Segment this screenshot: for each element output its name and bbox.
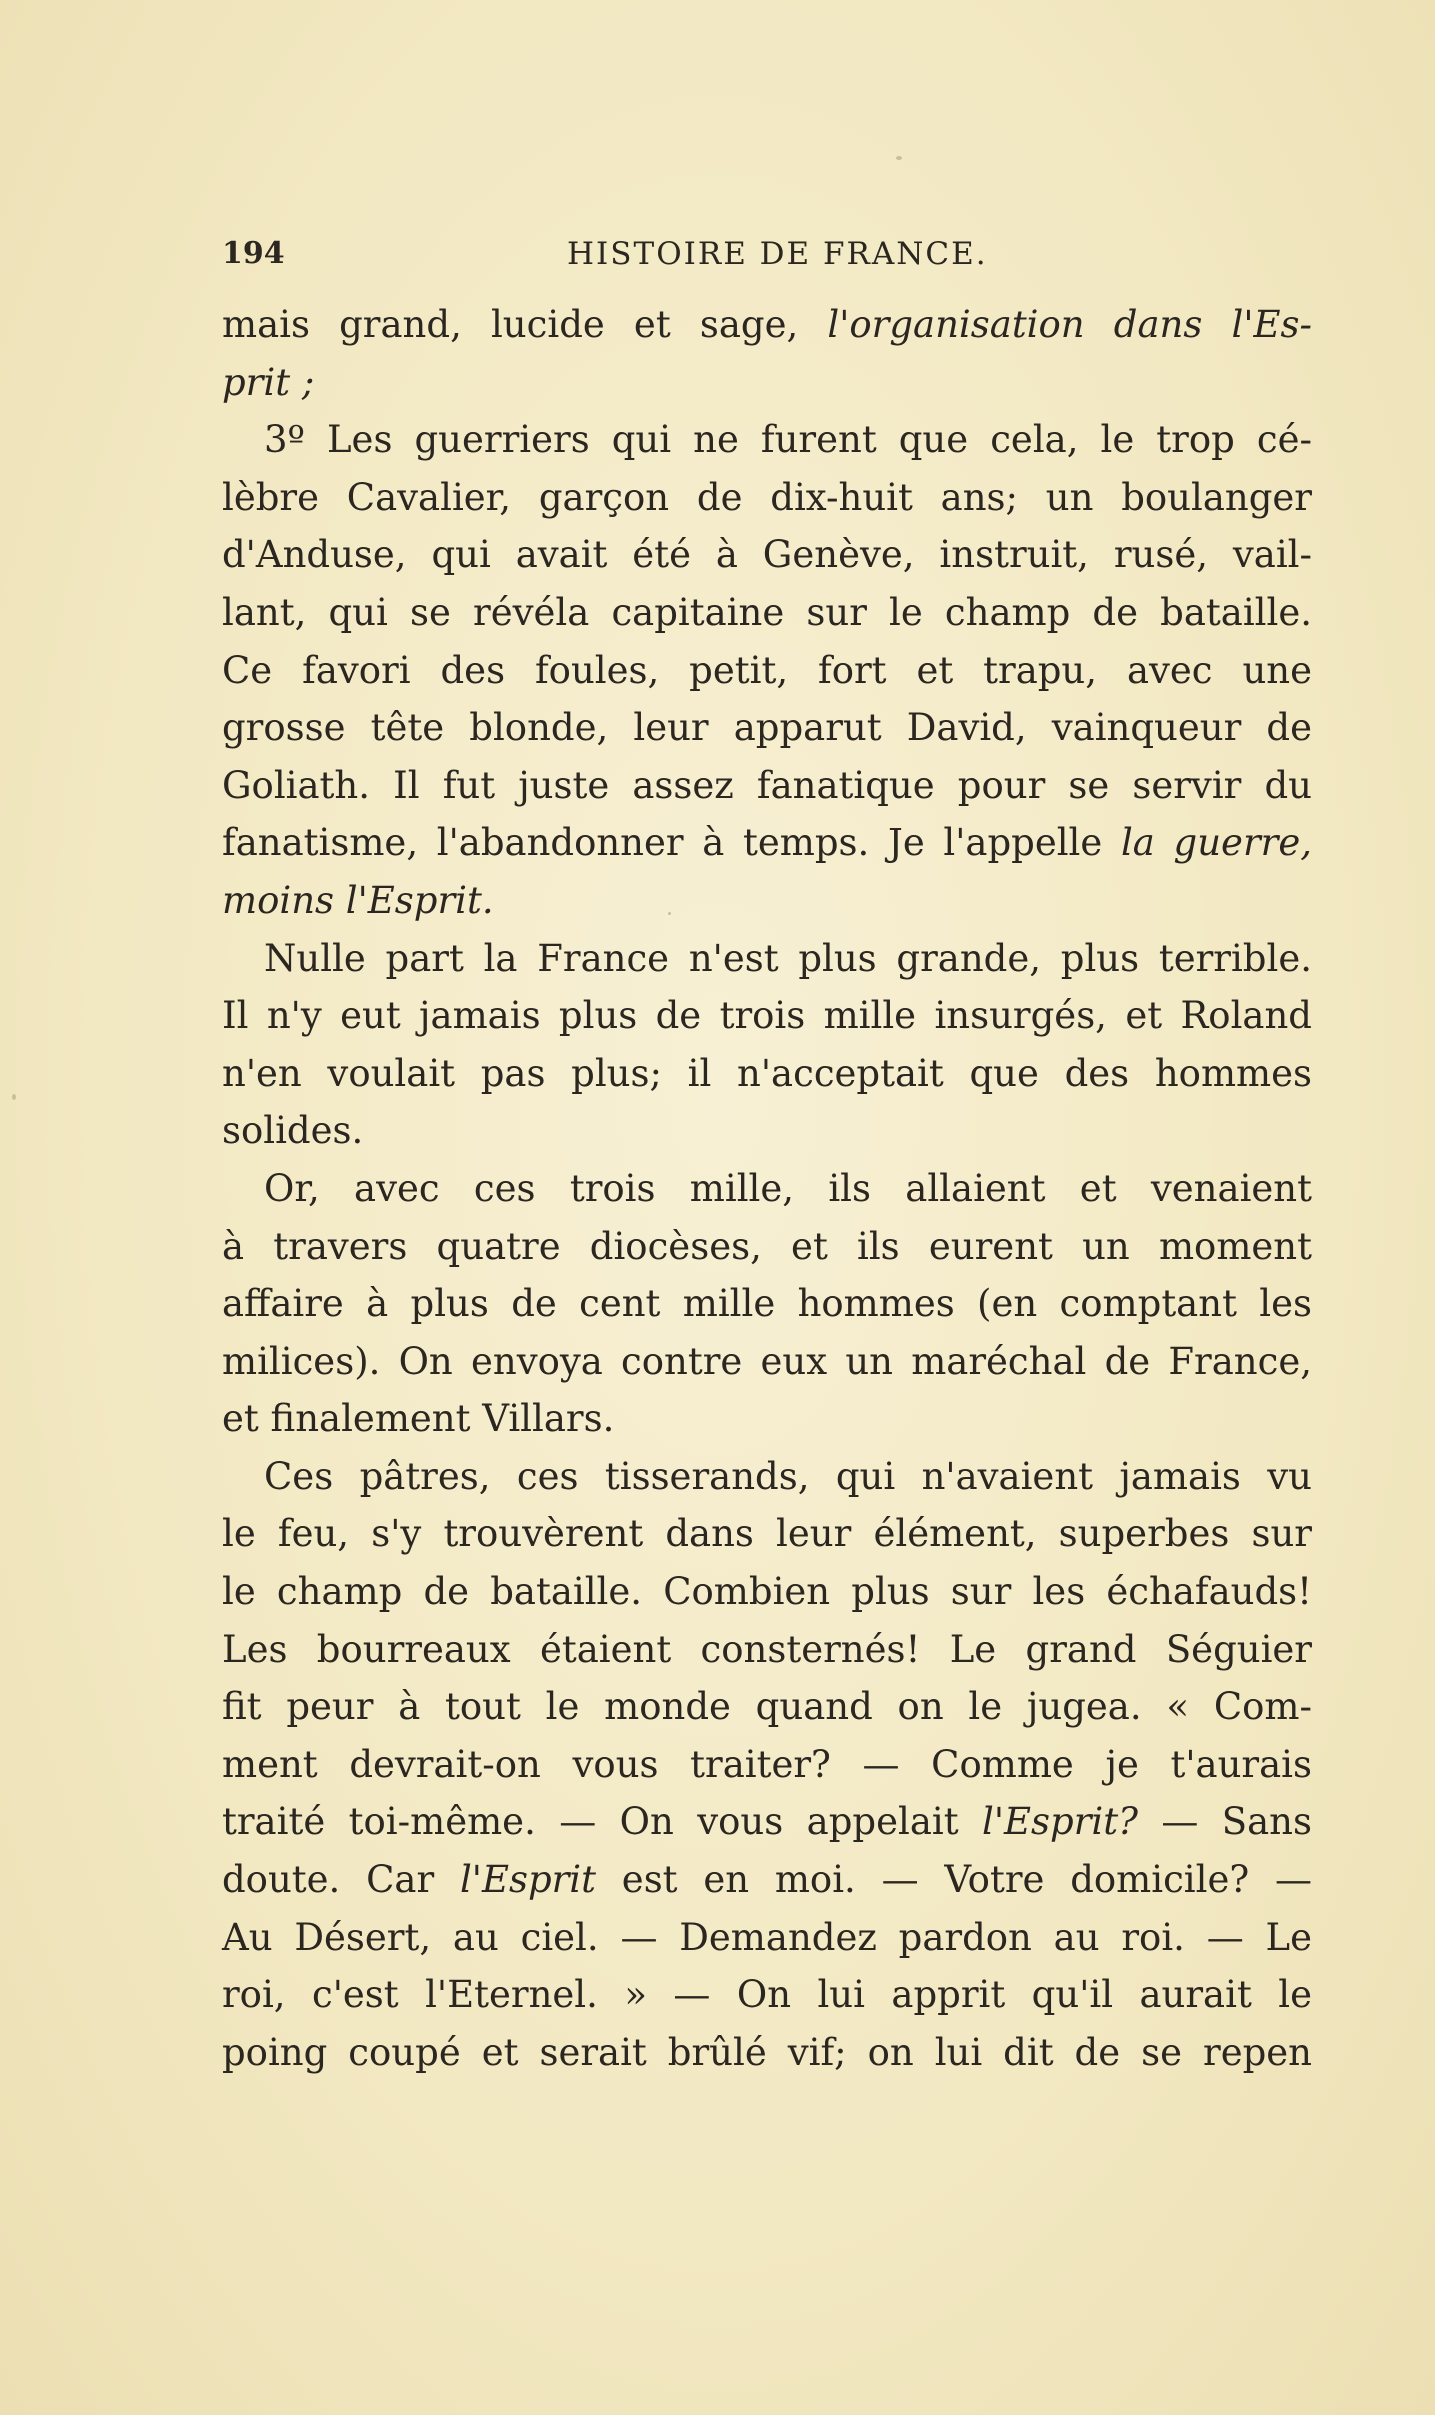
text-line <box>222 872 1312 930</box>
text-segment: lèbre Cavalier, garçon de dix-huit ans; un boulanger <box>222 475 1312 519</box>
text-line <box>222 1218 1312 1276</box>
italic-text: moins l'Esprit. <box>222 878 494 922</box>
text-line <box>222 1563 1312 1621</box>
text-line <box>222 757 1312 815</box>
text-segment: Au Désert, au ciel. — Demandez pardon au roi. — Le <box>222 1915 1312 1959</box>
italic-text: la guerre, <box>1120 821 1312 865</box>
text-segment: à travers quatre diocèses, et ils eurent un moment <box>222 1224 1312 1268</box>
text-line <box>222 699 1312 757</box>
text-line <box>222 1333 1312 1391</box>
text-line <box>222 526 1312 584</box>
text-line <box>222 1678 1312 1736</box>
text-line <box>222 1390 1312 1448</box>
text-segment: d'Anduse, qui avait été à Genève, instruit, rusé, vail- <box>222 533 1312 577</box>
text-segment: le feu, s'y trouvèrent dans leur élément, superbes sur <box>222 1512 1312 1556</box>
text-line <box>222 1736 1312 1794</box>
text-line <box>222 469 1312 527</box>
text-line <box>222 1505 1312 1563</box>
text-segment: grosse tête blonde, leur apparut David, vainqueur de <box>222 706 1312 750</box>
text-segment: milices). On envoya contre eux un maréchal de France, <box>222 1339 1312 1383</box>
text-segment: 3º Les guerriers qui ne furent que cela, le trop cé- <box>264 418 1312 462</box>
text-line <box>222 1621 1312 1679</box>
text-line <box>222 1793 1312 1851</box>
text-line <box>222 1851 1312 1909</box>
text-segment: Il n'y eut jamais plus de trois mille insurgés, et Roland <box>222 994 1312 1038</box>
text-segment: solides. <box>222 1109 364 1153</box>
text-line <box>222 1909 1312 1967</box>
text-segment: fanatisme, l'abandonner à temps. Je l'appelle <box>222 821 1121 865</box>
text-segment: est en moi. — Votre domicile? — <box>596 1858 1312 1902</box>
text-segment: mais grand, lucide et sage, <box>222 303 828 346</box>
text-line <box>222 814 1312 872</box>
text-line <box>222 642 1312 700</box>
text-line <box>222 411 1312 469</box>
text-line <box>222 930 1312 988</box>
text-line <box>222 296 1312 354</box>
text-line <box>222 987 1312 1045</box>
page-header <box>222 236 1312 284</box>
text-segment: roi, c'est l'Eternel. » — On lui apprit qu'il aurait le <box>222 1973 1312 2017</box>
paper-speck <box>12 1094 16 1100</box>
text-segment: Les bourreaux étaient consternés! Le grand Séguier <box>222 1627 1312 1671</box>
italic-text: l'organisation dans l'Es- <box>827 303 1312 346</box>
running-head: HISTOIRE DE FRANCE. <box>567 236 988 272</box>
page-number: 194 <box>222 236 285 271</box>
body-text <box>222 296 1312 2081</box>
text-segment: — Sans <box>1137 1800 1312 1844</box>
text-line <box>222 2024 1312 2082</box>
italic-text: l'Esprit <box>459 1858 597 1902</box>
text-segment: Ces pâtres, ces tisserands, qui n'avaient jamais vu <box>264 1454 1312 1498</box>
paper-speck <box>668 912 671 915</box>
text-segment: Goliath. Il fut juste assez fanatique pour se servir du <box>222 763 1312 807</box>
text-segment: le champ de bataille. Combien plus sur les échafauds! <box>222 1570 1312 1614</box>
text-segment: traité toi-même. — On vous appelait <box>222 1800 983 1844</box>
text-segment: Or, avec ces trois mille, ils allaient et venaient <box>264 1166 1312 1210</box>
text-line <box>222 1275 1312 1333</box>
paper-speck <box>896 156 902 160</box>
text-line <box>222 1966 1312 2024</box>
italic-text: l'Esprit? <box>982 1800 1138 1844</box>
text-line <box>222 1160 1312 1218</box>
text-segment: lant, qui se révéla capitaine sur le champ de bataille. <box>222 590 1312 634</box>
text-segment: Nulle part la France n'est plus grande, plus terrible. <box>264 936 1312 980</box>
text-line <box>222 1045 1312 1103</box>
text-segment: n'en voulait pas plus; il n'acceptait que des hommes <box>222 1051 1312 1095</box>
text-segment: fit peur à tout le monde quand on le jugea. « Com- <box>222 1685 1312 1729</box>
text-segment: Ce favori des foules, petit, fort et trapu, avec une <box>222 648 1312 692</box>
text-segment: doute. Car <box>222 1858 460 1902</box>
text-segment: poing coupé et serait brûlé vif; on lui dit de se repen <box>222 2030 1312 2074</box>
text-segment: et finalement Villars. <box>222 1397 615 1441</box>
text-segment: ment devrait-on vous traiter? — Comme je t'aurais <box>222 1742 1312 1786</box>
text-line <box>222 1102 1312 1160</box>
italic-text: prit ; <box>222 360 315 404</box>
text-line <box>222 354 1312 412</box>
text-line <box>222 1448 1312 1506</box>
text-segment: affaire à plus de cent mille hommes (en comptant les <box>222 1282 1312 1326</box>
text-line <box>222 584 1312 642</box>
